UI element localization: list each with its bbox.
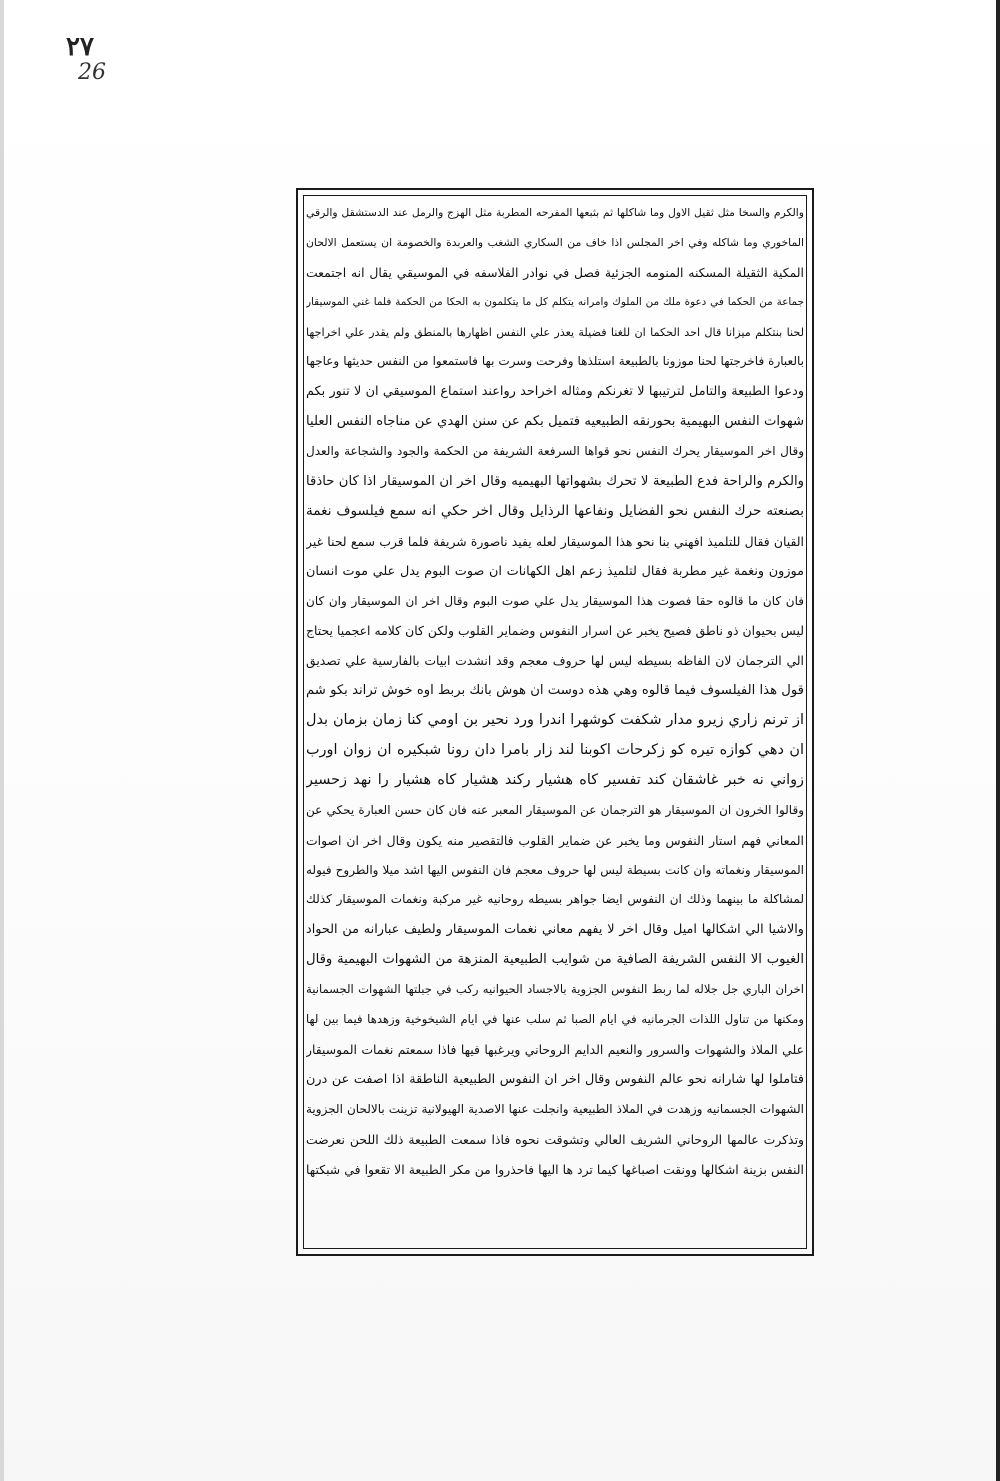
- text-line: فتاملوا لها شارانه نحو عالم النفوس وقال اخر ان النفوس الطبيعية الناطقة اذا اصفت عن درن: [306, 1071, 804, 1087]
- text-line: المكية الثقيلة المسكنه المنومه الجزئية فصل في نوادر الفلاسفه في الموسيقي يقال انه اجتمعت: [306, 264, 804, 280]
- text-line: شهوات النفس البهيمية بحورنقه الطبيعيه فتميل بكم عن سنن الهدي عن مناجاه النفس العليا: [306, 414, 804, 430]
- page-edge-dark: [996, 0, 1000, 1481]
- text-line: النفس بزينة اشكالها وونقت اصباغها كيما ترد ها اليها فاحذروا من مكر الطبيعة الا تقعوا في شبكتها: [306, 1161, 804, 1177]
- text-line: الي الترجمان لان الفاظه بسيطه ليس لها حروف معجم وقد انشدت ابيات بالفارسية علي تصديق: [306, 653, 804, 669]
- text-line: ليس بحيوان ذو ناطق فصيح يخبر عن اسرار النفوس وضماير القلوب ولكن كان كلامه اعجميا يحتاج: [306, 623, 804, 639]
- text-line: وقال اخر الموسيقار يحرك النفس نحو قواها السرفعة الشريفة من الحكمة والجود والشجاعة والعدل: [306, 444, 804, 459]
- text-line: القيان فقال للتلميذ افهني بنا نحو هذا الموسيقار لعله يفيد ناصورة شريفة فلما قرب سمع لحنا غير: [306, 533, 804, 549]
- text-line: بالعبارة فاخرجتها لحنا موزونا بالطبيعة استلذها وفرحت وسرت بها فاستمعوا من النفس حديثها وعاجها: [306, 354, 804, 369]
- text-line: وتذكرت عالمها الروحاني الشريف العالي وتشوقت نحوه فاذا سمعت الطبيعة ذلك اللحن نعرضت: [306, 1131, 804, 1147]
- text-line: والكرم والراحة فدع الطبيعة لا تحرك بشهواتها البهيميه وقال اخر ان الموسيقار اذا كان حاذقا: [306, 474, 804, 490]
- text-line: از ترنم زاري زيرو مدار شكفت كوشهرا اندرا ورد نحير بن اومي كنا زمان بزمان بدل: [306, 712, 804, 729]
- text-line: الماخوري وما شاكله وفي اخر المجلس اذا خاف من السكاري الشغب والعربدة والخصومة ان يستعمل الالحان: [306, 235, 804, 249]
- text-line: اخران الباري جل جلاله لما ربط النفوس الجزوية بالاجساد الحيوانيه ركب في جبلتها الشهوات الجسمانية: [306, 982, 804, 997]
- folio-number: [66, 34, 126, 84]
- text-line: الغيوب الا النفس الشريفة الصافية من شوايب الطبيعية المنزهة من الشهوات البهيمية وقال: [306, 952, 804, 968]
- text-line: قول هذا الفيلسوف فيما قالوه وهي هذه دوست ان هوش بانك بربط اوه خوش تراند بكو شم: [306, 683, 804, 699]
- text-line: والكرم والسخا مثل ثقيل الاول وما شاكلها ثم بثبعها المفرحه المطربة مثل الهزج والرمل عند الدستشقل والرقي: [306, 206, 804, 219]
- text-line: ودعوا الطبيعة والتامل لترتيبها لا تغرنكم ومثاله اخراحد رواعند استماع الموسيقي ان لا تنور بكم: [306, 384, 804, 400]
- text-line: الشهوات الجسمانيه وزهدت في الملاذ الطبيعية وانجلت عنها الاصدية الهيولانية تزينت بالالحان الجزوية: [306, 1101, 804, 1116]
- text-line: علي الملاذ والشهوات والسرور والنعيم الدايم الروحاني ويرغبها فيها فاذا سمعتم نغمات الموسيقار: [306, 1041, 804, 1057]
- text-line: ان دهي كوازه تيره كو زكرحات اكوبنا لند زار بامرا دان رونا شبكيره ان زوان اورب: [306, 742, 804, 759]
- text-line: موزون ونغمة غير مطربة فقال لتلميذ زعم اهل الكهانات ان صوت البوم يدل علي موت انسان: [306, 563, 804, 579]
- text-line: وقالوا الخرون ان الموسيقار هو الترجمان عن الموسيقار المعبر عنه فان كان حسن العبارة يحكي عن: [306, 802, 804, 817]
- text-line: فان كان ما قالوه حقا فصوت هذا الموسيقار يدل علي صوت البوم وقال اخر ان الموسيقار وان كان: [306, 593, 804, 608]
- text-line: جماعة من الحكما في دعوة ملك من الملوك وامرانه يتكلم كل ما يتكلمون به الحكا من الحكمة فلما غني الموسيقار: [306, 295, 804, 308]
- page-edge-shadow: [0, 0, 4, 1481]
- text-line: زواني نه خبر غاشقان كند تفسير كاه هشيار ركند هشيار كاه هشيار را نهد زحسير: [306, 771, 804, 788]
- manuscript-text-block: [306, 198, 804, 1246]
- text-line: الموسيقار ونغماته وان كانت بسيطة ليس لها حروف معجم فان النفوس اليها اشد ميلا والطروح فيوله: [306, 862, 804, 877]
- text-line: بصنعته حرك النفس نحو الفضايل ونفاعها الرذايل وقال اخر حكي انه سمع فيلسوف نغمة: [306, 502, 804, 519]
- text-line: المعاني فهم استار النفوس وما يخبر عن ضماير القلوب فالتقصير منه يكون وقال اخر ان اصوات: [306, 832, 804, 848]
- folio-latin-numeral: 26: [78, 60, 106, 85]
- text-line: لحنا بنتكلم ميزانا قال احد الحكما ان للغنا فضيلة يعذر علي النفس اظهارها بالمنطق ولم يقدر علي اخراجها: [306, 325, 804, 339]
- text-line: لمشاكلة ما بينهما وذلك ان النفوس ايضا جواهر بسيطه روحانيه غير مركبة ونغمات الموسيقار كذلك: [306, 892, 804, 907]
- text-line: والاشيا الي اشكالها اميل وقال اخر لا يفهم معاني نغمات الموسيقار ولطيف عبارانه من الحواد: [306, 922, 804, 938]
- folio-arabic-numeral: ٢٧: [66, 32, 94, 62]
- text-line: ومكنها من تناول اللذات الجرمانيه في ايام الصبا ثم سلب عنها في ايام الشيخوخية وزهدها فيما بين لها: [306, 1012, 804, 1027]
